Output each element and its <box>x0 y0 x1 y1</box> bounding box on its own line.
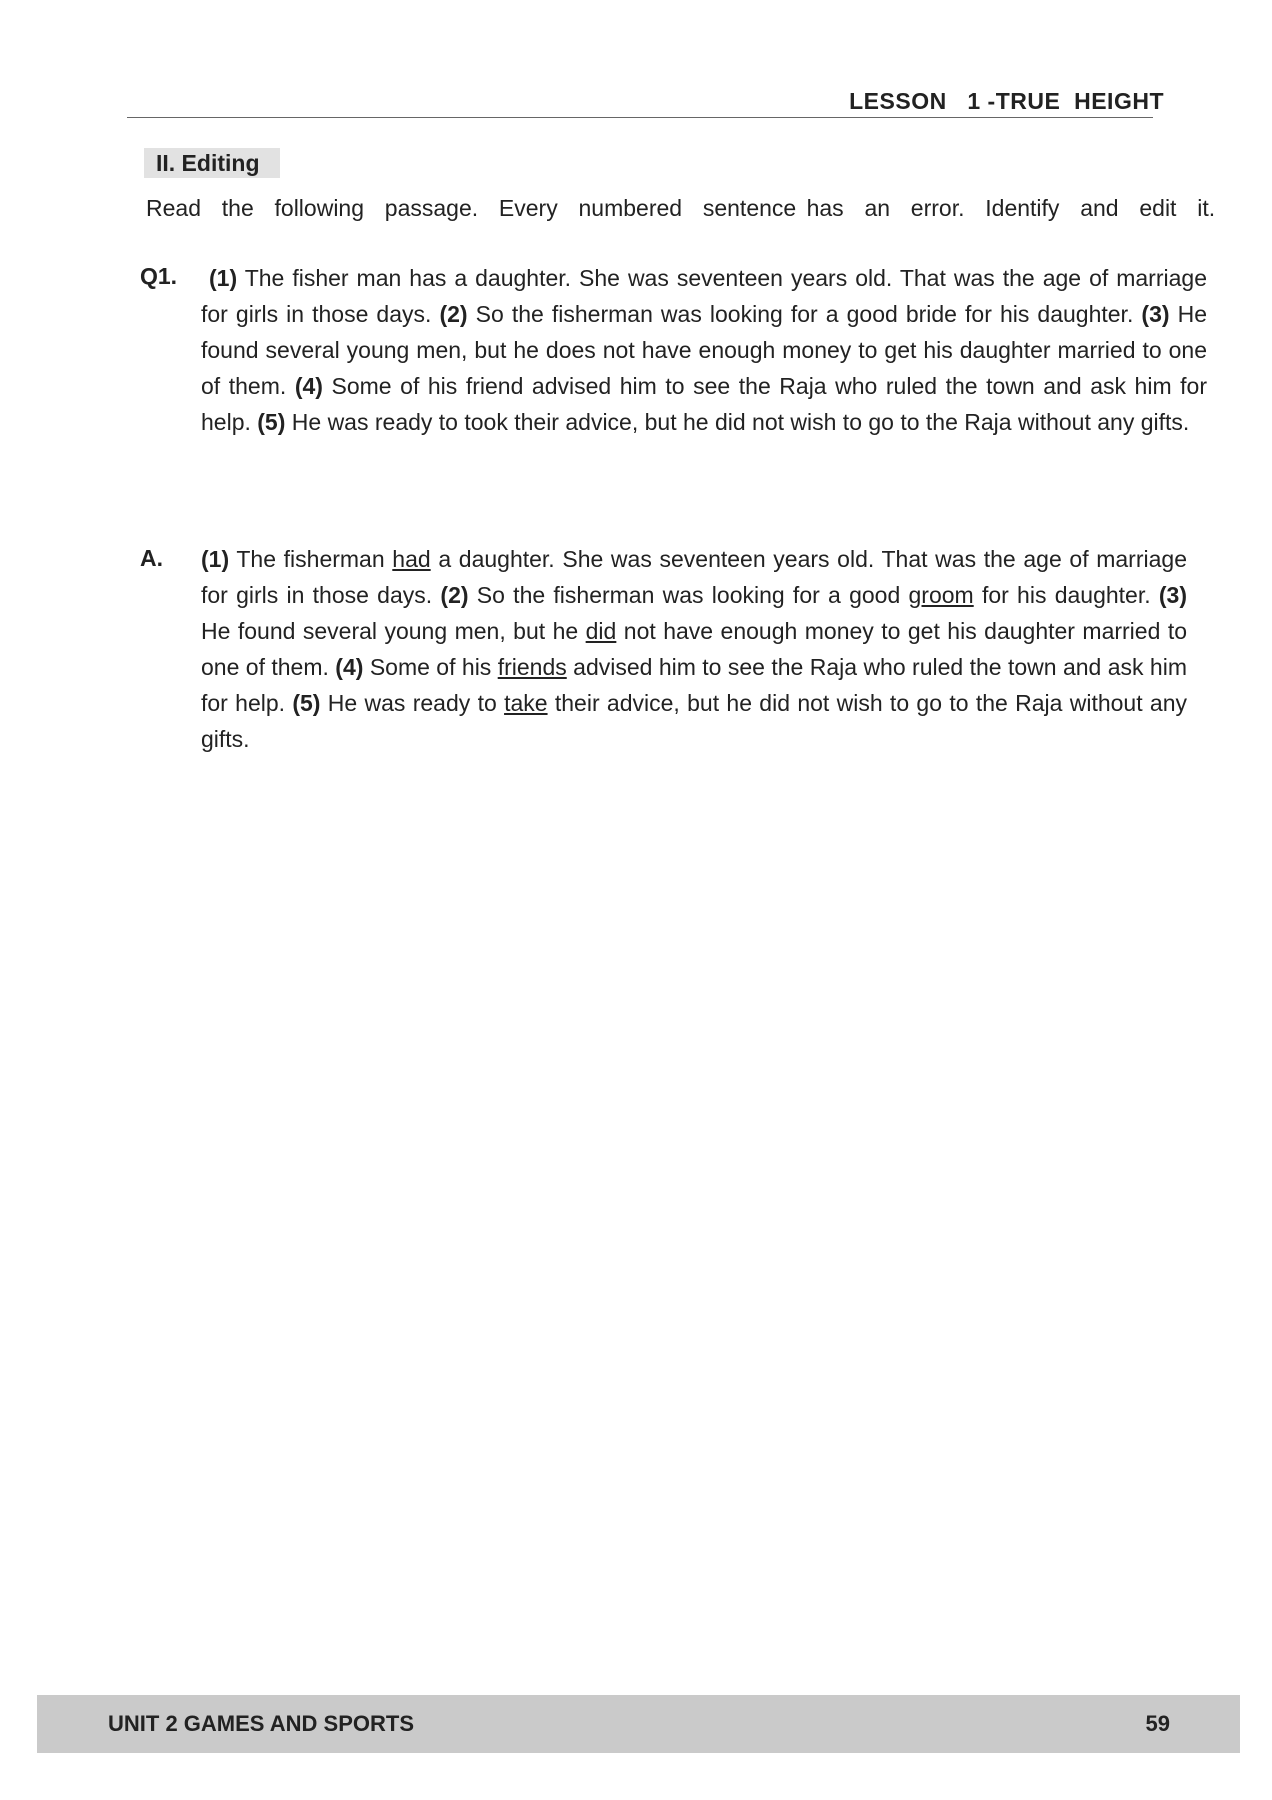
q1-num-4: (4) <box>294 373 323 399</box>
a-sentence-4-start: Some of his <box>363 654 498 680</box>
a-num-5: (5) <box>292 690 321 716</box>
a-correction-1: had <box>392 546 431 572</box>
a-num-1: (1) <box>201 546 230 572</box>
a-sentence-2-end: for his daughter. <box>973 582 1159 608</box>
a-sentence-5-end: their advice, but he did not wish to go to the Raja without any gifts. <box>201 690 1188 752</box>
a-sentence-5-start: He was ready to <box>320 690 505 716</box>
a-sentence-2-start: So the fisherman was looking for a good <box>468 582 909 608</box>
answer-passage <box>201 541 1187 757</box>
q1-sentence-3: He found several young men, but he does not have enough money to get his daughter married to one of them. <box>201 301 1207 399</box>
q1-num-2: (2) <box>439 301 468 327</box>
q1-first-line <box>201 265 237 291</box>
q1-num-5: (5) <box>257 409 286 435</box>
section-label: II. Editing <box>144 148 280 178</box>
a-correction-3: did <box>585 618 617 644</box>
q1-sentence-4: Some of his friend advised him to see the Raja who ruled the town and ask him for help. <box>201 373 1208 435</box>
a-correction-5: take <box>504 690 548 716</box>
a-num-4: (4) <box>335 654 364 680</box>
instruction: Read the following passage. Every numbered sentence has an error. Identify and edit it. <box>146 195 1216 221</box>
question-label: Q1. <box>140 263 178 289</box>
a-num-2: (2) <box>440 582 469 608</box>
a-correction-2: groom <box>908 582 974 608</box>
answer-label: A. <box>140 545 163 571</box>
header-rule <box>127 117 1153 118</box>
q1-num-3: (3) <box>1141 301 1170 327</box>
q1-sentence-1: The fisher man has a daughter. She was seventeen years old. That was the age of marriage for girls in those days. <box>201 265 1207 327</box>
a-correction-4: friends <box>497 654 567 680</box>
a-sentence-3-end: not have enough money to get his daughter married to one of them. <box>201 618 1188 680</box>
a-sentence-3-start: He found several young men, but he <box>201 618 586 644</box>
question-passage <box>201 260 1207 440</box>
a-num-3: (3) <box>1158 582 1187 608</box>
footer-unit: UNIT 2 GAMES AND SPORTS <box>108 1711 414 1736</box>
a-sentence-1-end: a daughter. She was seventeen years old. That was the age of marriage for girls in those days. <box>201 546 1187 608</box>
page-number: 59 <box>1145 1711 1170 1736</box>
q1-sentence-5: He was ready to took their advice, but he did not wish to go to the Raja without any gifts. <box>285 409 1190 435</box>
lesson-title: LESSON 1 -TRUE HEIGHT <box>849 88 1164 114</box>
q1-num-1: (1) <box>209 265 238 291</box>
a-sentence-4-end: advised him to see the Raja who ruled the town and ask him for help. <box>201 654 1187 716</box>
a-sentence-1-start: The fisherman <box>229 546 393 572</box>
q1-sentence-2: So the fisherman was looking for a good bride for his daughter. <box>467 301 1142 327</box>
